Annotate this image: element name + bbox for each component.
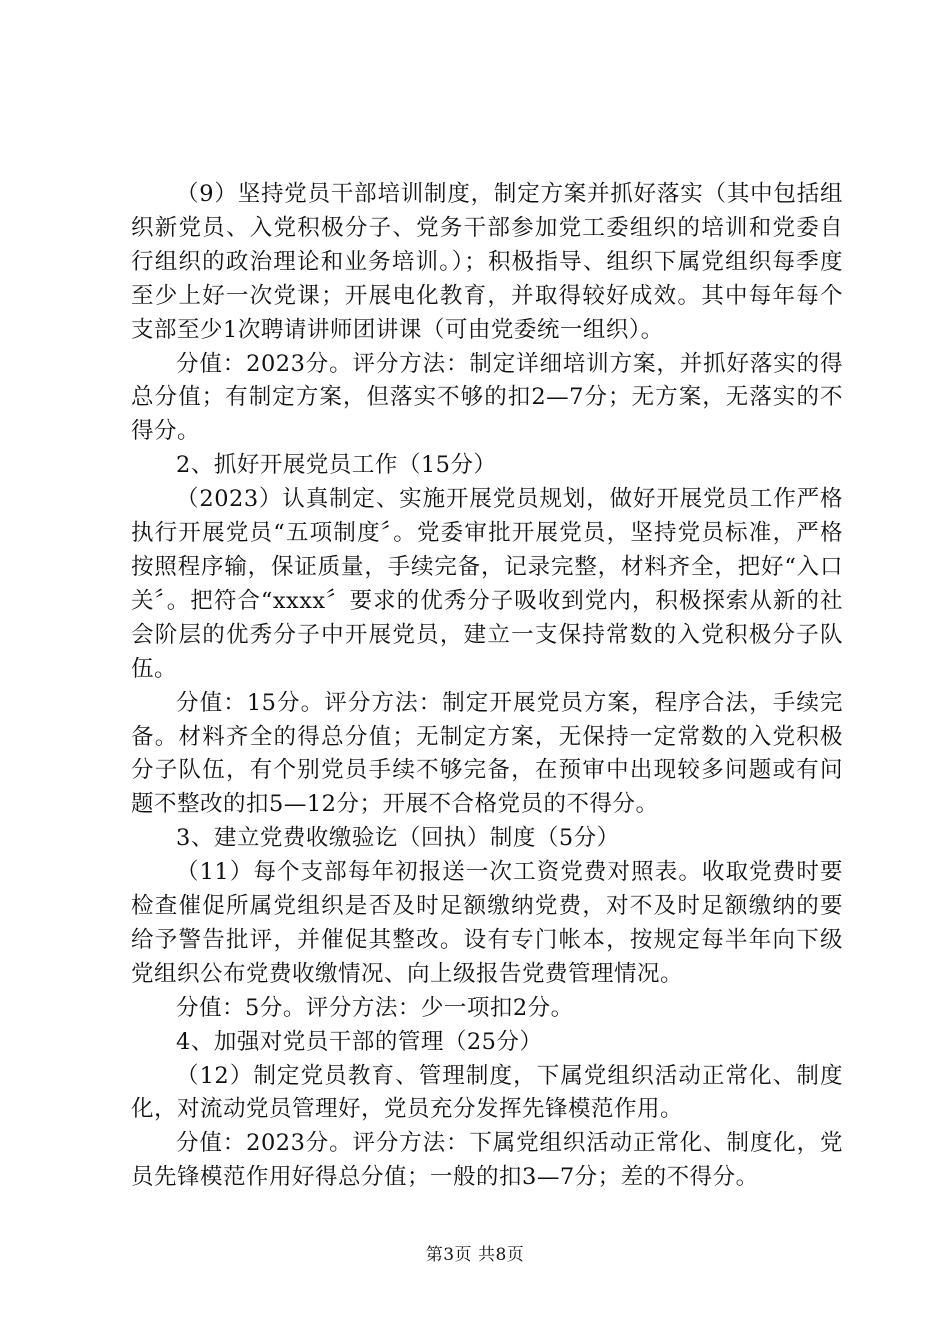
paragraph-party-dues: （11）每个支部每年初报送一次工资党费对照表。收取党费时要检查催促所属党组织是否及时足额缴纳党费，对不及时足额缴纳的要给予警告批评，并催促其整改。设有专门帐本，按规定每半年向下级党组织公布党费收缴情况、向上级报告党费管理情况。 — [131, 859, 843, 987]
paragraph-member-management-score: 分值：2023分。评分方法：下属党组织活动正常化、制度化，党员先锋模范作用好得总分值；一般的扣3—7分；差的不得分。 — [131, 1130, 843, 1191]
paragraph-training-system: （9）坚持党员干部培训制度，制定方案并抓好落实（其中包括组织新党员、入党积极分子、党务干部参加党工委组织的培训和党委自行组织的政治理论和业务培训。）；积极指导、组织下属党组织每季度至少上好一次党课；开展电化教育，并取得较好成效。其中每年每个支部至少1次聘请讲师团讲课（可由党委统一组织）。 — [131, 181, 843, 343]
paragraph-member-development-score: 分值：15分。评分方法：制定开展党员方案，程序合法，手续完备。材料齐全的得总分值；无制定方案，无保持一定常数的入党积极分子队伍，有个别党员手续不够完备，在预审中出现较多问题或有问题不整改的扣5—12分；开展不合格党员的不得分。 — [131, 689, 843, 818]
section-heading-member-development: 2、抓好开展党员工作（15分） — [176, 452, 497, 479]
paragraph-member-management: （12）制定党员教育、管理制度，下属党组织活动正常化、制度化，对流动党员管理好，党员充分发挥先锋模范作用。 — [131, 1062, 843, 1123]
page-number-footer: 第3页 共8页 — [425, 1245, 525, 1265]
section-heading-party-dues: 3、建立党费收缴验讫（回执）制度（5分） — [176, 825, 620, 852]
paragraph-training-score: 分值：2023分。评分方法：制定详细培训方案，并抓好落实的得总分值；有制定方案，但落实不够的扣2—7分；无方案，无落实的不得分。 — [131, 350, 843, 445]
document-body — [131, 178, 843, 1195]
section-heading-member-management: 4、加强对党员干部的管理（25分） — [176, 1028, 543, 1055]
paragraph-member-development: （2023）认真制定、实施开展党员规划，做好开展党员工作严格执行开展党员“五项制度〞。党委审批开展党员，坚持党员标准，严格按照程序输，保证质量，手续完备，记录完整，材料齐全，把好“入口关〞。把符合“xxxx〞要求的优秀分子吸收到党内，积极探索从新的社会阶层的优秀分子中开展党员，建立一支保持常数的入党积极分子队伍。 — [131, 486, 843, 682]
paragraph-party-dues-score: 分值：5分。评分方法：少一项扣2分。 — [176, 994, 574, 1021]
